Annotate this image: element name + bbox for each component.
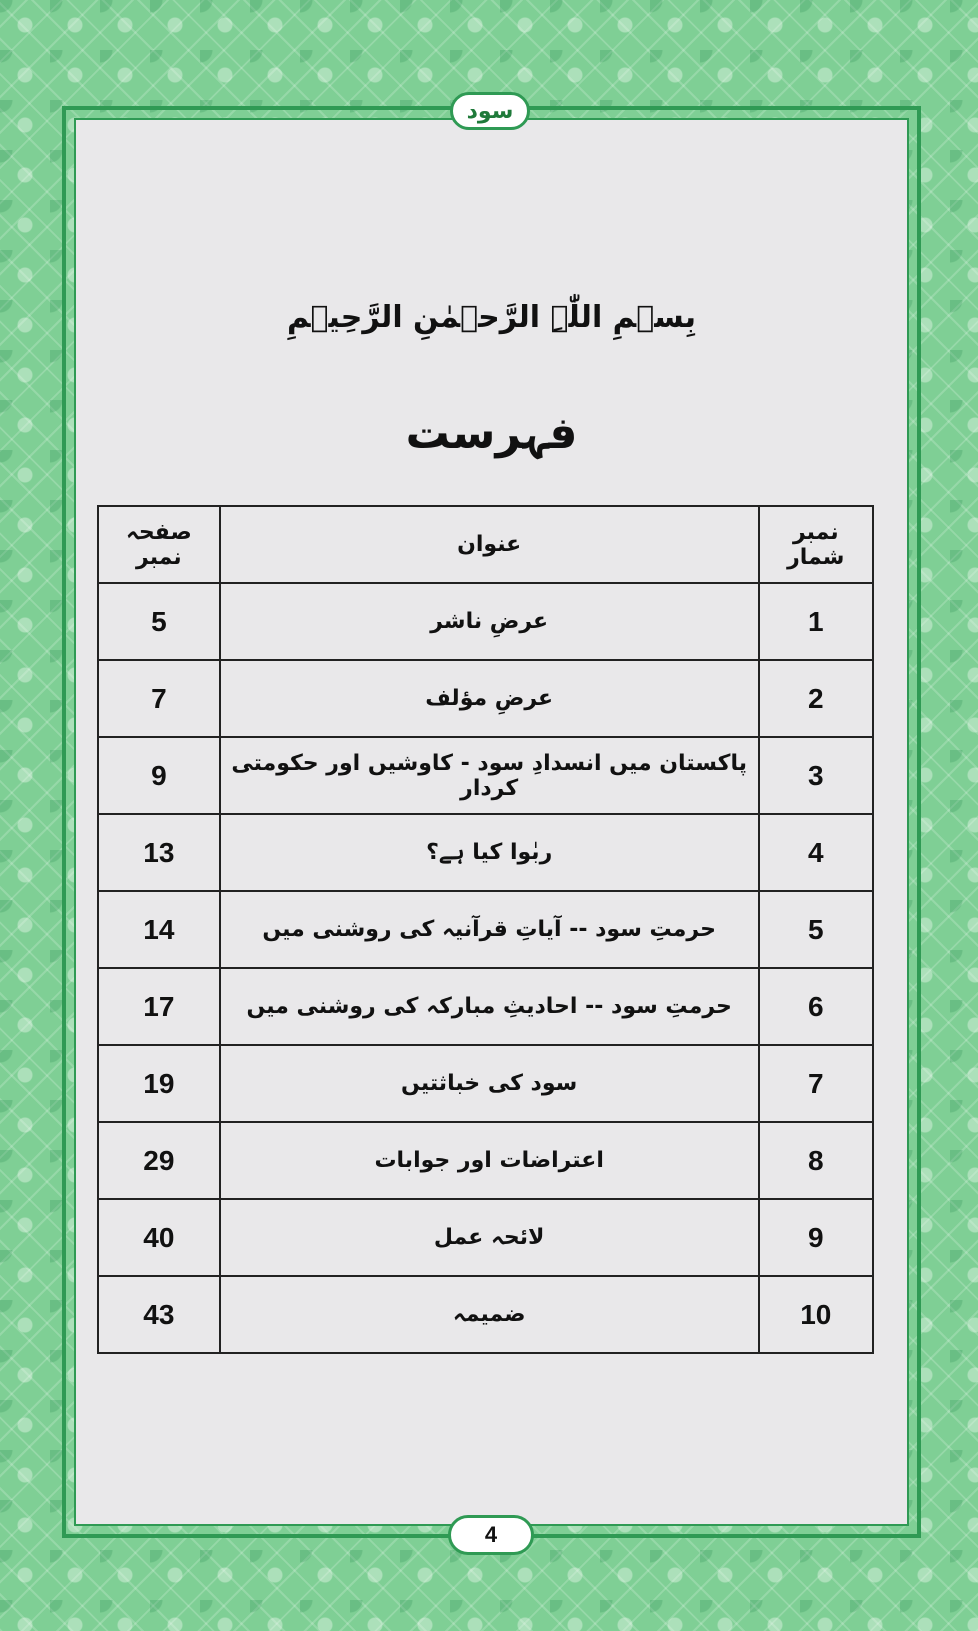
header-page: صفحہ نمبر bbox=[98, 506, 220, 583]
table-row bbox=[98, 1276, 873, 1353]
row-serial: 10 bbox=[759, 1276, 873, 1353]
row-page: 9 bbox=[98, 737, 220, 814]
table-row bbox=[98, 814, 873, 891]
book-title-cartouche bbox=[450, 92, 530, 130]
page-number: 4 bbox=[484, 1522, 498, 1547]
row-topic: لائحہ عمل bbox=[220, 1199, 759, 1276]
table-row bbox=[98, 1045, 873, 1122]
basmala: بِسۡمِ اللّٰہِ الرَّحۡمٰنِ الرَّحِیۡمِ bbox=[287, 300, 696, 335]
row-topic: عرضِ مؤلف bbox=[220, 660, 759, 737]
row-topic: حرمتِ سود -- آیاتِ قرآنیہ کی روشنی میں bbox=[220, 891, 759, 968]
row-page: 29 bbox=[98, 1122, 220, 1199]
header-topic: عنوان bbox=[220, 506, 759, 583]
row-serial: 7 bbox=[759, 1045, 873, 1122]
row-page: 40 bbox=[98, 1199, 220, 1276]
table-row bbox=[98, 583, 873, 660]
book-title: سود bbox=[466, 98, 514, 124]
row-page: 19 bbox=[98, 1045, 220, 1122]
page-number-badge bbox=[448, 1515, 534, 1555]
row-serial: 2 bbox=[759, 660, 873, 737]
row-page: 17 bbox=[98, 968, 220, 1045]
row-topic: ضمیمہ bbox=[220, 1276, 759, 1353]
table-row bbox=[98, 891, 873, 968]
row-serial: 6 bbox=[759, 968, 873, 1045]
row-topic: سود کی خباثتیں bbox=[220, 1045, 759, 1122]
row-page: 13 bbox=[98, 814, 220, 891]
row-page: 5 bbox=[98, 583, 220, 660]
table-of-contents bbox=[97, 505, 874, 1354]
row-serial: 9 bbox=[759, 1199, 873, 1276]
table-header-row bbox=[98, 506, 873, 583]
row-serial: 8 bbox=[759, 1122, 873, 1199]
table-row bbox=[98, 737, 873, 814]
row-page: 14 bbox=[98, 891, 220, 968]
row-topic: اعتراضات اور جوابات bbox=[220, 1122, 759, 1199]
table-row bbox=[98, 1122, 873, 1199]
row-topic: عرضِ ناشر bbox=[220, 583, 759, 660]
row-page: 7 bbox=[98, 660, 220, 737]
row-topic: ربٰوا کیا ہے؟ bbox=[220, 814, 759, 891]
row-topic: حرمتِ سود -- احادیثِ مبارکہ کی روشنی میں bbox=[220, 968, 759, 1045]
page-title: فہرست bbox=[405, 408, 578, 459]
row-serial: 3 bbox=[759, 737, 873, 814]
row-topic: پاکستان میں انسدادِ سود - کاوشیں اور حکومتی کردار bbox=[220, 737, 759, 814]
row-serial: 4 bbox=[759, 814, 873, 891]
table-row bbox=[98, 660, 873, 737]
row-serial: 1 bbox=[759, 583, 873, 660]
header-serial: نمبر شمار bbox=[759, 506, 873, 583]
table-row bbox=[98, 1199, 873, 1276]
row-serial: 5 bbox=[759, 891, 873, 968]
table-row bbox=[98, 968, 873, 1045]
row-page: 43 bbox=[98, 1276, 220, 1353]
